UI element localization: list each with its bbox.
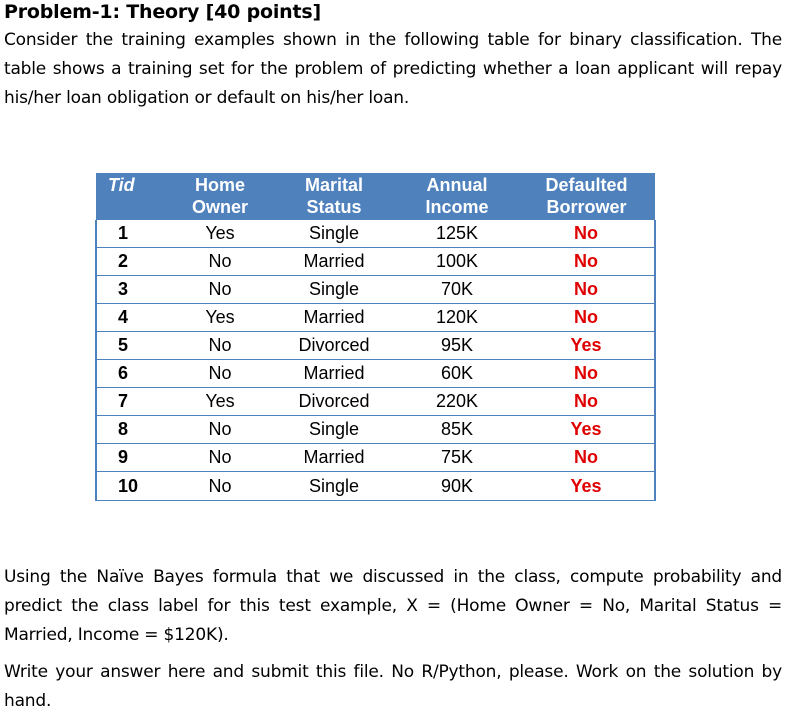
cell-home-owner: No [168, 416, 272, 444]
header-defaulted-borrower-line1: Defaulted [545, 175, 628, 195]
cell-defaulted-borrower: No [518, 220, 655, 248]
cell-defaulted-borrower: No [518, 360, 655, 388]
cell-marital-status: Married [272, 444, 396, 472]
cell-marital-status: Married [272, 304, 396, 332]
table-body [96, 220, 655, 501]
cell-marital-status: Single [272, 220, 396, 248]
table-row [96, 472, 655, 501]
submission-instructions: Write your answer here and submit this file. No R/Python, please. Work on the solution by hand. [4, 662, 782, 711]
cell-home-owner: No [168, 444, 272, 472]
cell-annual-income: 220K [396, 388, 518, 416]
cell-tid: 9 [96, 444, 168, 472]
cell-home-owner: No [168, 332, 272, 360]
table-row [96, 444, 655, 472]
table-row [96, 360, 655, 388]
cell-annual-income: 100K [396, 248, 518, 276]
table-row [96, 304, 655, 332]
cell-annual-income: 70K [396, 276, 518, 304]
cell-home-owner: Yes [168, 388, 272, 416]
cell-defaulted-borrower: Yes [518, 472, 655, 501]
cell-defaulted-borrower: No [518, 248, 655, 276]
cell-marital-status: Single [272, 416, 396, 444]
cell-home-owner: No [168, 472, 272, 501]
header-marital-status-line2: Status [306, 197, 362, 217]
cell-marital-status: Divorced [272, 332, 396, 360]
cell-annual-income: 60K [396, 360, 518, 388]
cell-marital-status: Divorced [272, 388, 396, 416]
problem-title: Problem-1: Theory [40 points] [4, 1, 321, 23]
header-marital-status [272, 173, 396, 220]
cell-annual-income: 90K [396, 472, 518, 501]
cell-tid: 5 [96, 332, 168, 360]
cell-tid: 8 [96, 416, 168, 444]
table-row [96, 332, 655, 360]
cell-defaulted-borrower: No [518, 276, 655, 304]
table-row [96, 220, 655, 248]
header-defaulted-borrower [518, 173, 655, 220]
cell-tid: 7 [96, 388, 168, 416]
cell-tid: 1 [96, 220, 168, 248]
cell-tid: 10 [96, 472, 168, 501]
cell-defaulted-borrower: No [518, 388, 655, 416]
header-defaulted-borrower-line2: Borrower [546, 197, 627, 217]
cell-defaulted-borrower: Yes [518, 332, 655, 360]
question-text: Using the Naïve Bayes formula that we discussed in the class, compute probability and predict the class label for this test example, X = (Home Owner = No, Marital Status = Married, Income = $120K). [4, 567, 782, 645]
cell-tid: 3 [96, 276, 168, 304]
header-home-owner [168, 173, 272, 220]
cell-annual-income: 120K [396, 304, 518, 332]
cell-annual-income: 85K [396, 416, 518, 444]
cell-tid: 6 [96, 360, 168, 388]
cell-marital-status: Single [272, 472, 396, 501]
header-home-owner-line2: Owner [191, 197, 248, 217]
header-annual-income-line2: Income [425, 197, 489, 217]
training-table [95, 173, 656, 501]
header-annual-income-line1: Annual [426, 175, 488, 195]
header-tid-label: Tid [108, 175, 135, 195]
training-table-container [95, 173, 654, 501]
document [4, 0, 782, 113]
cell-home-owner: No [168, 360, 272, 388]
header-tid [96, 173, 168, 220]
cell-home-owner: No [168, 248, 272, 276]
header-annual-income [396, 173, 518, 220]
cell-annual-income: 95K [396, 332, 518, 360]
question-section [4, 563, 782, 716]
cell-home-owner: Yes [168, 220, 272, 248]
header-row [96, 173, 655, 220]
cell-annual-income: 75K [396, 444, 518, 472]
table-row [96, 416, 655, 444]
cell-marital-status: Married [272, 248, 396, 276]
cell-marital-status: Single [272, 276, 396, 304]
table-header [96, 173, 655, 220]
cell-home-owner: Yes [168, 304, 272, 332]
cell-tid: 2 [96, 248, 168, 276]
header-marital-status-line1: Marital [304, 175, 364, 195]
table-row [96, 388, 655, 416]
cell-marital-status: Married [272, 360, 396, 388]
cell-defaulted-borrower: No [518, 444, 655, 472]
cell-home-owner: No [168, 276, 272, 304]
cell-annual-income: 125K [396, 220, 518, 248]
table-row [96, 248, 655, 276]
cell-tid: 4 [96, 304, 168, 332]
cell-defaulted-borrower: No [518, 304, 655, 332]
header-home-owner-line1: Home [194, 175, 245, 195]
cell-defaulted-borrower: Yes [518, 416, 655, 444]
problem-intro: Consider the training examples shown in the following table for binary classification. The table shows a training set for the problem of predicting whether a loan applicant will repay his/her loan obligation or default on his/her loan. [4, 30, 782, 108]
table-row [96, 276, 655, 304]
